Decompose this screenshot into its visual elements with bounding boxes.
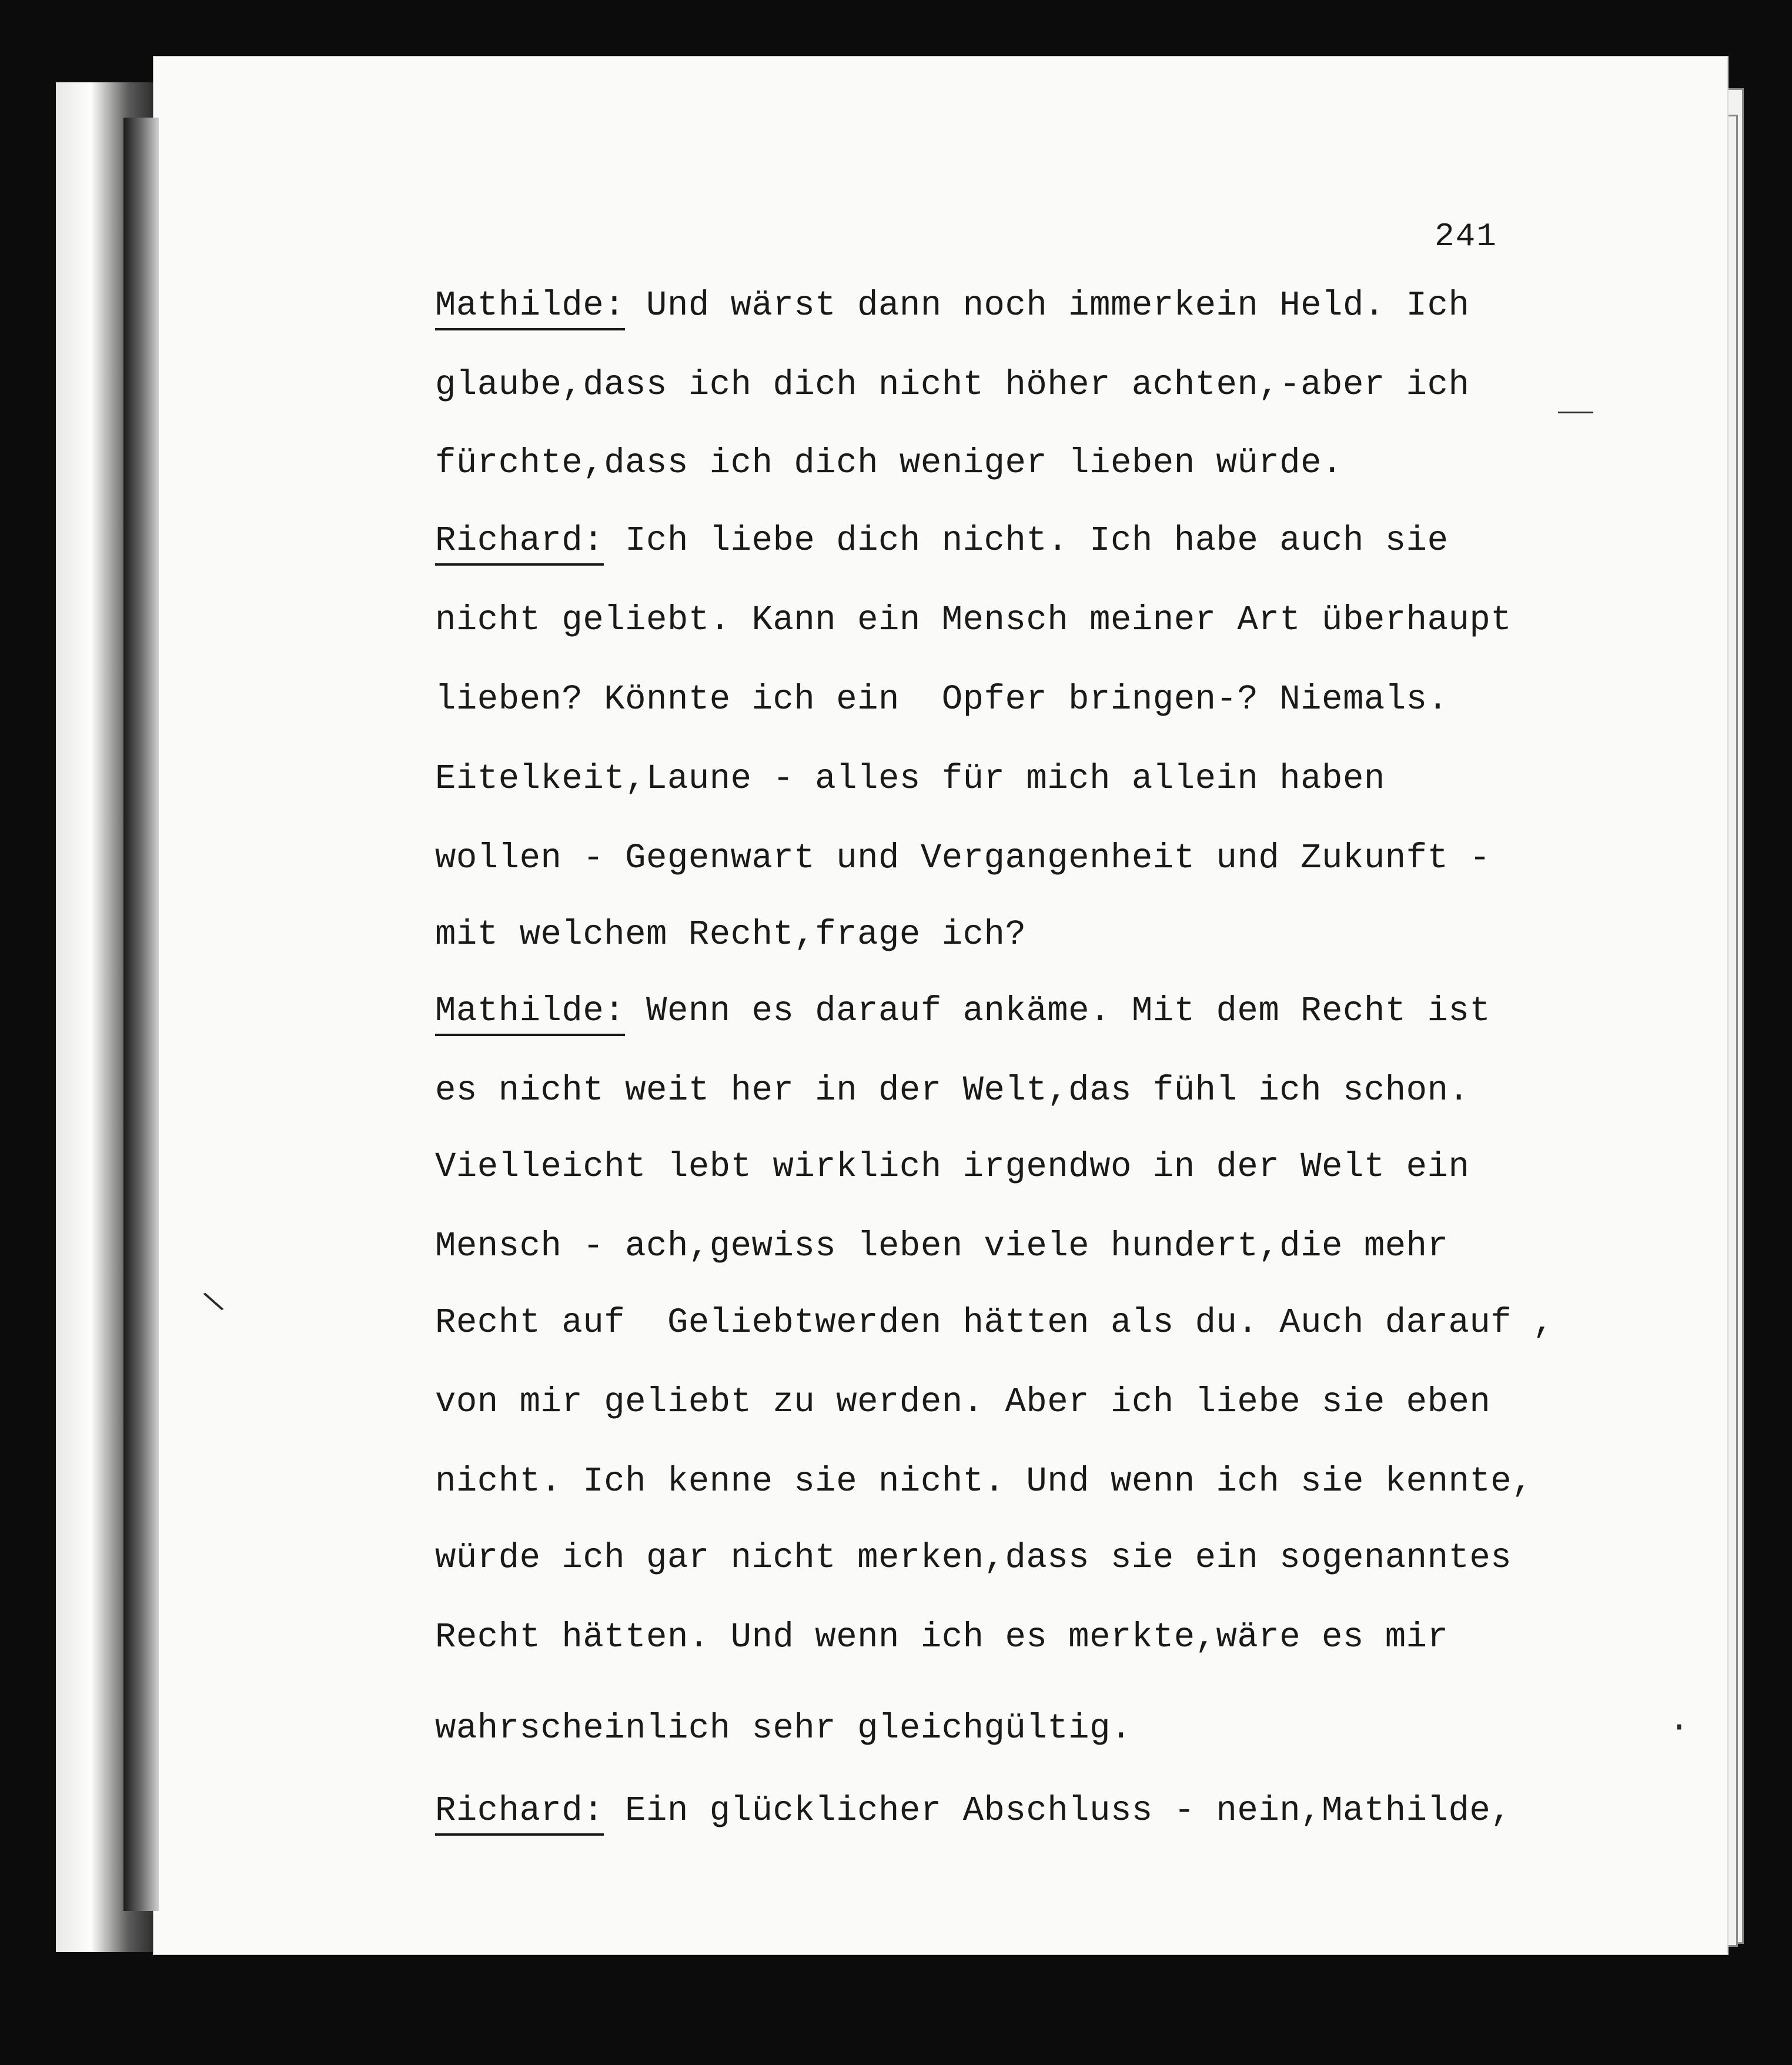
stray-ink-mark: ·: [1669, 1708, 1690, 1748]
line-text: fürchte,dass ich dich weniger lieben würde.: [435, 443, 1343, 483]
line-text: wahrscheinlich sehr gleichgültig.: [435, 1709, 1132, 1748]
binding-shadow: [123, 118, 159, 1911]
line-text: Recht hätten. Und wenn ich es merkte,wäre es mir: [435, 1618, 1449, 1657]
text-line: [435, 597, 1512, 644]
line-text: Vielleicht lebt wirklich irgendwo in der Welt ein: [435, 1147, 1470, 1187]
text-line: [435, 988, 1490, 1035]
line-text: lieben? Könnte ich ein Opfer bringen-? Niemals.: [435, 680, 1449, 719]
text-line: [435, 1705, 1132, 1752]
pencil-mark: \: [200, 1285, 229, 1324]
text-line: [435, 1535, 1512, 1582]
margin-dash-mark: [1558, 412, 1593, 413]
line-text: glaube,dass ich dich nicht höher achten,-aber ich: [435, 365, 1470, 405]
text-line: [435, 676, 1448, 723]
speaker-name: Mathilde:: [435, 994, 625, 1036]
line-text: von mir geliebt zu werden. Aber ich liebe sie eben: [435, 1382, 1491, 1422]
text-line: [435, 1144, 1469, 1191]
line-text: Wenn es darauf ankäme. Mit dem Recht ist: [625, 991, 1491, 1031]
line-text: wollen - Gegenwart und Vergangenheit und Zukunft -: [435, 838, 1491, 878]
text-line: [435, 911, 1026, 958]
speaker-name: Mathilde:: [435, 288, 625, 330]
page-number: 241: [1435, 218, 1497, 255]
line-text: würde ich gar nicht merken,dass sie ein sogenanntes: [435, 1538, 1512, 1578]
text-line: [435, 1787, 1512, 1835]
line-text: nicht geliebt. Kann ein Mensch meiner Art überhaupt: [435, 600, 1512, 640]
text-line: [435, 1458, 1533, 1505]
text-line: [435, 517, 1448, 564]
line-text: mit welchem Recht,frage ich?: [435, 915, 1027, 954]
line-text: Mensch - ach,gewiss leben viele hundert,die mehr: [435, 1227, 1449, 1266]
line-text: nicht. Ich kenne sie nicht. Und wenn ich sie kennte,: [435, 1462, 1533, 1501]
text-line: [435, 1223, 1448, 1270]
line-text: Und wärst dann noch immerkein Held. Ich: [625, 286, 1470, 325]
line-text: Ich liebe dich nicht. Ich habe auch sie: [604, 521, 1449, 560]
text-line: [435, 835, 1490, 882]
text-line: [435, 282, 1469, 329]
text-line: [435, 1614, 1448, 1661]
line-text: Ein glücklicher Abschluss - nein,Mathilde,: [604, 1791, 1512, 1830]
text-line: [435, 756, 1385, 803]
text-line: [435, 1299, 1554, 1346]
text-line: [435, 1379, 1490, 1426]
line-text: Eitelkeit,Laune - alles für mich allein haben: [435, 759, 1385, 798]
line-text: Recht auf Geliebtwerden hätten als du. Auch darauf ,: [435, 1303, 1554, 1342]
text-line: [435, 440, 1343, 487]
text-line: [435, 362, 1469, 409]
speaker-name: Richard:: [435, 1793, 604, 1836]
speaker-name: Richard:: [435, 523, 604, 566]
text-line: [435, 1067, 1469, 1114]
line-text: es nicht weit her in der Welt,das fühl ich schon.: [435, 1071, 1470, 1110]
